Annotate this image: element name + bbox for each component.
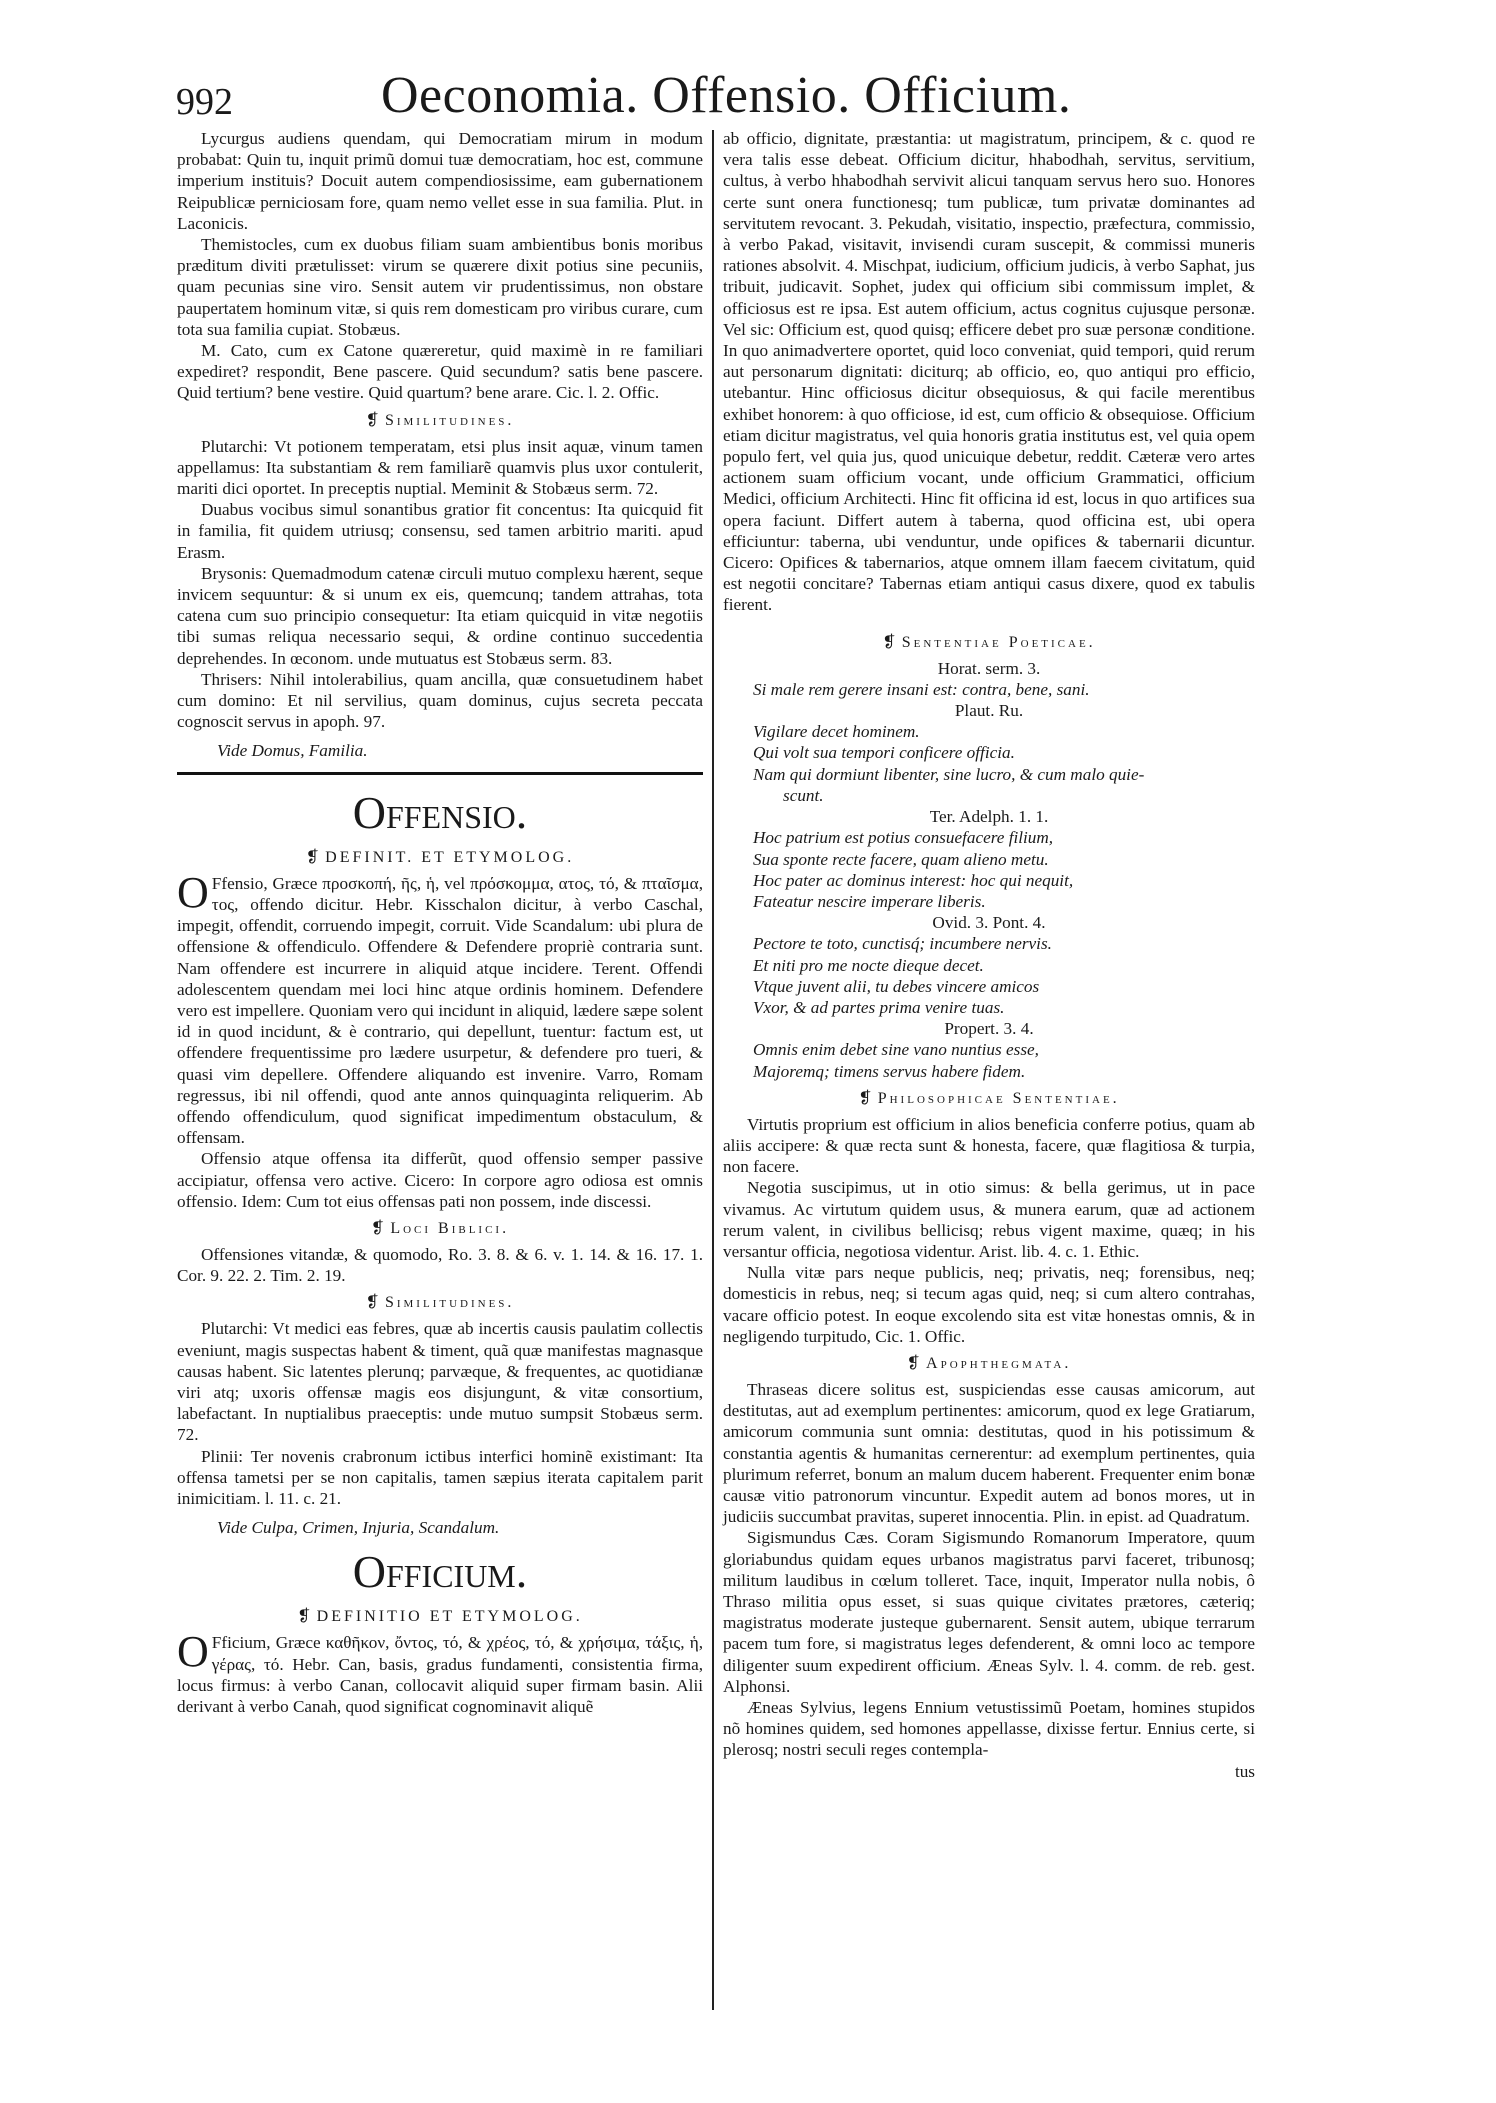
paragraph: Thrisers: Nihil intolerabilius, quam ancilla, quæ consuetudinem habet cum domino: Et nil servilius, quam dominus, cujus secreta peccata cognoscit servus in apoph. 97. — [177, 669, 703, 732]
paragraph: Negotia suscipimus, ut in otio simus: & bella gerimus, ut in pace vivamus. Ac virtutum quidem usus, & munera earum, quæ ad actionem rerum valent, in civilibus bellicisq; rebus vigent maxime, quæq; in his versantur officia, negotiosa videntur. Arist. lib. 4. c. 1. Ethic. — [723, 1178, 1255, 1261]
poem-block — [723, 658, 1255, 1082]
section-rule — [177, 772, 703, 775]
section-heading: ❡ DEFINIT. ET ETYMOLOG. — [305, 848, 575, 866]
drop-cap: O — [177, 867, 209, 917]
paragraph: O Fficium, Græce καθῆκον, ὄντος, τό, & χρέος, τό, & χρήσιμα, τάξις, ἡ, γέρας, τό. Hebr. Can, basis, gradus fundamenti, consistentia firma, locus firmus: à verbo Canan, collocavit aliquid super firmam basin. Alii derivant à verbo Canah, quod significat cognominavit aliquẽ — [177, 1627, 703, 1716]
poem-source: Propert. 3. 4. — [944, 1019, 1034, 1039]
section-heading: ❡ Apophthegmata. — [906, 1354, 1072, 1372]
pilcrow-icon: ❡ — [365, 1294, 379, 1312]
paragraph: Plutarchi: Vt potionem temperatam, etsi plus insit aquæ, vinum tamen appellamus: Ita substantiam & rem familiarẽ quamvis plus uxor contulerit, mariti dici oportet. In preceptis nuptial. Meminit & Stobæus serm. 72. — [177, 436, 703, 499]
poem-line: Hoc pater ac dominus interest: hoc qui nequit, — [753, 870, 1074, 890]
cross-reference: Vide Culpa, Crimen, Injuria, Scandalum. — [217, 1518, 500, 1538]
page-number: 992 — [176, 81, 233, 123]
poem-line: Et niti pro me nocte dieque decet. — [753, 955, 984, 975]
section-heading: ❡ Similitudines. — [365, 1294, 515, 1312]
left-column — [177, 128, 703, 1717]
paragraph: Thraseas dicere solitus est, suspiciendas esse causas amicorum, aut destitutas, aut ad exemplum pertinentes: amicorum, quod ex lege Gratiarum, amicorum communia sunt omnia: destitutas, quod in his potissimum & constantia agentis & humanitas cernerentur: ad exemplum pertinentes, quia plurimum referret, bonum an malum ducem haberent. Frequenter enim bonæ causæ vitio patronorum vincuntur. Expedit autem ad bonos mores, ut in judiciis succumbat pravitas, superet innocentia. Plin. in epist. ad Quadratum. — [723, 1379, 1255, 1527]
pilcrow-icon: ❡ — [858, 1089, 872, 1107]
paragraph: Lycurgus audiens quendam, qui Democratiam mirum in modum probabat: Quin tu, inquit primũ domui tuæ democratiam, hoc est, commune imperium instituis? Docuit autem compendiosissime, eam gubernationem Reipublicæ perniciosam fore, quam nemo vellet esse in sua familia. Plut. in Laconicis. — [177, 129, 703, 233]
paragraph: Plutarchi: Vt medici eas febres, quæ ab incertis causis paulatim collectis eveniunt, magis suspectas habent & timent, quã quæ manifestas magnasque causas habent. Sic latentes plerunq; parvæque, & frequentes, ac quotidianæ viri atq; uxoris offensæ magis eos disjungunt, & vitæ consortium, labefactant. In nuptialibus praeceptis: unde mutuo sumpsit Stobæus serm. 72. — [177, 1319, 703, 1445]
paragraph: Brysonis: Quemadmodum catenæ circuli mutuo complexu hærent, seque invicem sequuntur: & si unum ex eis, quemcunq; tandem attrahas, tota catena cum suo principio consequetur: Ita etiam quicquid in vitæ negotiis tibi sumas reliqua necessario sequi, & ordine continuo succedentia deprehendes. In œconom. unde mutuatus est Stobæus serm. 83. — [177, 563, 703, 668]
poem-source: Ter. Adelph. 1. 1. — [929, 807, 1049, 827]
column-divider — [712, 130, 714, 2010]
entry-title-offensio: Offensio. — [352, 786, 528, 838]
paragraph: Offensio atque offensa ita differũt, quod offensio semper passive accipiatur, offensa vero active. Cicero: In corpore agro odiosa est omnis offensio. Idem: Cum tot eius offensas pati non possem, inde discessi. — [177, 1149, 703, 1211]
running-header — [176, 66, 1096, 132]
poem-line: Vigilare decet hominem. — [753, 722, 920, 742]
poem-source: Plaut. Ru. — [954, 701, 1024, 721]
poem-line: Si male rem gerere insani est: contra, bene, sani. — [753, 679, 1090, 699]
catchword: tus — [1234, 1761, 1255, 1781]
paragraph: Plinii: Ter novenis crabronum ictibus interfici hominẽ existimant: Ita offensa tametsi per se non capitalis, tamen sæpius iterata capitalem parit inimicitiam. l. 11. c. 21. — [177, 1446, 703, 1508]
poem-line: Hoc patrium est potius consuefacere filium, — [753, 828, 1054, 848]
pilcrow-icon: ❡ — [906, 1354, 921, 1372]
poem-line: Sua sponte recte facere, quam alieno metu. — [753, 849, 1049, 869]
pilcrow-icon: ❡ — [882, 633, 896, 651]
poem-source: Horat. serm. 3. — [937, 658, 1041, 678]
bible-references: Offensiones vitandæ, & quomodo, Ro. 3. 8. & 6. v. 1. 14. & 16. 17. 1. Cor. 9. 22. 2. Tim. 2. 19. — [177, 1244, 703, 1286]
section-heading: ❡ Sententiae Poeticae. — [882, 633, 1096, 651]
running-title: Oeconomia. Offensio. Officium. — [381, 67, 1072, 124]
pilcrow-icon: ❡ — [297, 1608, 311, 1626]
poem-source: Ovid. 3. Pont. 4. — [932, 913, 1046, 933]
paragraph: Virtutis proprium est officium in alios beneficia conferre potius, quam ab aliis accipere: & quæ recta sunt & honesta, facere, quæ flagitiosa & turpia, non facere. — [723, 1114, 1255, 1177]
section-heading: ❡ DEFINITIO ET ETYMOLOG. — [297, 1608, 583, 1626]
pilcrow-icon: ❡ — [370, 1219, 385, 1237]
poem-line: Majoremq; timens servus habere fidem. — [753, 1061, 1026, 1081]
drop-cap: O — [177, 1627, 209, 1677]
paragraph: Themistocles, cum ex duobus filiam suam ambientibus bonis moribus præditum diviti prætulisset: virum se quærere dixit potius sine pecuniis, quam pecunias sine viro. Sensit autem vir prudentissimus, non obstare paupertatem hominum vitæ, si quis rem domesticam pro viribus curare, cum tota sua familia cupiat. Stobæus. — [177, 235, 703, 339]
paragraph: Duabus vocibus simul sonantibus gratior fit concentus: Ita quicquid fit in familia, fit quidem utriusq; consensu, sed tamen arbitrio mariti. apud Erasm. — [177, 500, 703, 562]
section-heading: ❡ Loci Biblici. — [370, 1219, 510, 1237]
pilcrow-icon: ❡ — [365, 411, 379, 429]
paragraph: M. Cato, cum ex Catone quæreretur, quid maximè in re familiari expediret? respondit, Bene pascere. Quid secundum? satis bene pascere. Quid tertium? bene vestire. Quid quartum? bene arare. Cic. l. 2. Offic. — [177, 341, 703, 403]
paragraph: ab officio, dignitate, præstantia: ut magistratum, principem, & c. quod re vera talis esse debeat. Officium dicitur, hhabodhah, servitus, servitium, cultus, à verbo hhabodhah servivit alicui tanquam servus hero suo. Honores certe sunt onera functionesq; tum publicæ, tum privatæ dominantes ad servitutem revocant. 3. Pekudah, visitatio, inspectio, præfectura, commissio, à verbo Pakad, visitavit, invisendi curam suscepit, & commissi muneris rationes absolvit. 4. Mischpat, iudicium, officium judicis, à verbo Saphat, jus tribuit, judicavit. Sophet, judex qui officium sibi commissum implet, & officiosus est re ipsa. Est autem officium, actus cognitus cujusque personæ. Vel sic: Officium est, quod quisq; efficere debet pro suæ personæ conditione. In quo animadvertere oportet, quid loco conveniat, quid tempori, quid rerum aut personarum dignitati: diciturq; ab officio, eo, quo antiqui pro efficio, utebantur. Hinc officiosus dicitur obsequiosus, & qui facile merentibus exhibet honorem: à quo officiose, id est, cum officio & obsequiose. Officium etiam dicitur magistratus, vel quia honoris gratia institutus est, vel quia opem populo fert, vel quia jus, quod unicuique debetur, reddit. Cæteræ vero artes actionem suam officium vocant, unde officium Grammatici, officium Medici, officium Architecti. Hinc fit officina id est, locus in quo artifices sua opera faciunt. Differt autem à taberna, quod officina est, ubi opera efficiuntur: taberna, ubi venduntur, unde opifices & tabernarii dicuntur. Cicero: Opifices & tabernarios, atque omnem illam faecem civitatum, quid est negotii concitare? Tabernas etiam antiqui casus dixere, quod ex tabulis fierent. — [723, 129, 1255, 615]
poem-line: Vxor, & ad partes prima venire tuas. — [753, 997, 1005, 1017]
paragraph: Sigismundus Cæs. Coram Sigismundo Romanorum Imperatore, quum gloriabundus quidam eques urbanos magistratus parvi faceret, tribunosq; militum laudibus in cœlum tolleret. Tace, inquit, Imperator nulla nobis, ô Thraso militia opus esset, si suas quique civitates prætores, cæteriq; magistratus moderate justeque gubernarent. Sensit autem, ubique terrarum pacem tum fore, si magistratus leges defenderent, & omni loco ac tempore diligenter suum expedirent officium. Æneas Sylv. l. 4. comm. de reb. gest. Alphonsi. — [723, 1528, 1255, 1696]
poem-line: Pectore te toto, cunctisq́; incumbere nervis. — [753, 934, 1052, 954]
poem-line: Vtque juvent alii, tu debes vincere amicos — [753, 976, 1040, 996]
poem-line: Omnis enim debet sine vano nuntius esse, — [753, 1040, 1039, 1060]
entry-title-officium: Officium. — [352, 1546, 528, 1598]
section-heading: ❡ Similitudines. — [365, 411, 515, 429]
paragraph: O Ffensio, Græce προσκοπή, ῆς, ἡ, vel πρόσκομμα, ατος, τό, & πταῖσμα, τος, offendo dicitur. Hebr. Kisschalon dicitur, à verbo Caschal, impegit, offendit, corruendo impegit, corruit. Vide Scandalum: ubi plura de offensione & offendiculo. Offendere & Defendere propriè contraria sunt. Nam offendere est incurrere in aliquid atque incidere. Terent. Offendi adolescentem quendam mei loci hinc atque ordinis hominem. Defendere vero est impellere. Quoniam vero qui incidunt in aliquid, lædere sæpe solent id in quod incidunt, & è contrario, qui depellunt, tuentur: factum est, ut offendere frequentissime pro lædere usurpetur, & defendere pro tueri, & quasi vim depellere. Offendere aliquando est invenire. Varro, Romam regressus, ibi nil offendi, quod ante annos quinquaginta reliquerim. Ab offendo offendiculum, quod significat impedimentum obstaculum, & offensam. — [177, 867, 703, 1148]
pilcrow-icon: ❡ — [305, 848, 320, 866]
section-heading: ❡ Philosophicae Sententiae. — [858, 1089, 1120, 1107]
paragraph: Æneas Sylvius, legens Ennium vetustissimũ Poetam, homines stupidos nõ homines quidem, sed homones appellasse, dixisse fertur. Ennius certe, si plerosq; nostri seculi reges contempla- — [723, 1698, 1255, 1760]
poem-line: scunt. — [783, 785, 824, 805]
poem-line: Qui volt sua tempori conficere officia. — [753, 743, 1015, 763]
poem-line: Nam qui dormiunt libenter, sine lucro, & cum malo quie- — [753, 764, 1145, 784]
poem-line: Fateatur nescire imperare liberis. — [753, 891, 986, 911]
paragraph: Nulla vitæ pars neque publicis, neq; privatis, neq; forensibus, neq; domesticis in rebus, neq; si tecum agas quid, neq; si cum altero contrahas, vacare officio potest. In eoque excolendo sita est vitæ honestas omnis, & in negligendo turpitudo, Cic. 1. Offic. — [723, 1263, 1255, 1346]
cross-reference: Vide Domus, Familia. — [217, 741, 368, 761]
right-column — [723, 128, 1255, 1782]
